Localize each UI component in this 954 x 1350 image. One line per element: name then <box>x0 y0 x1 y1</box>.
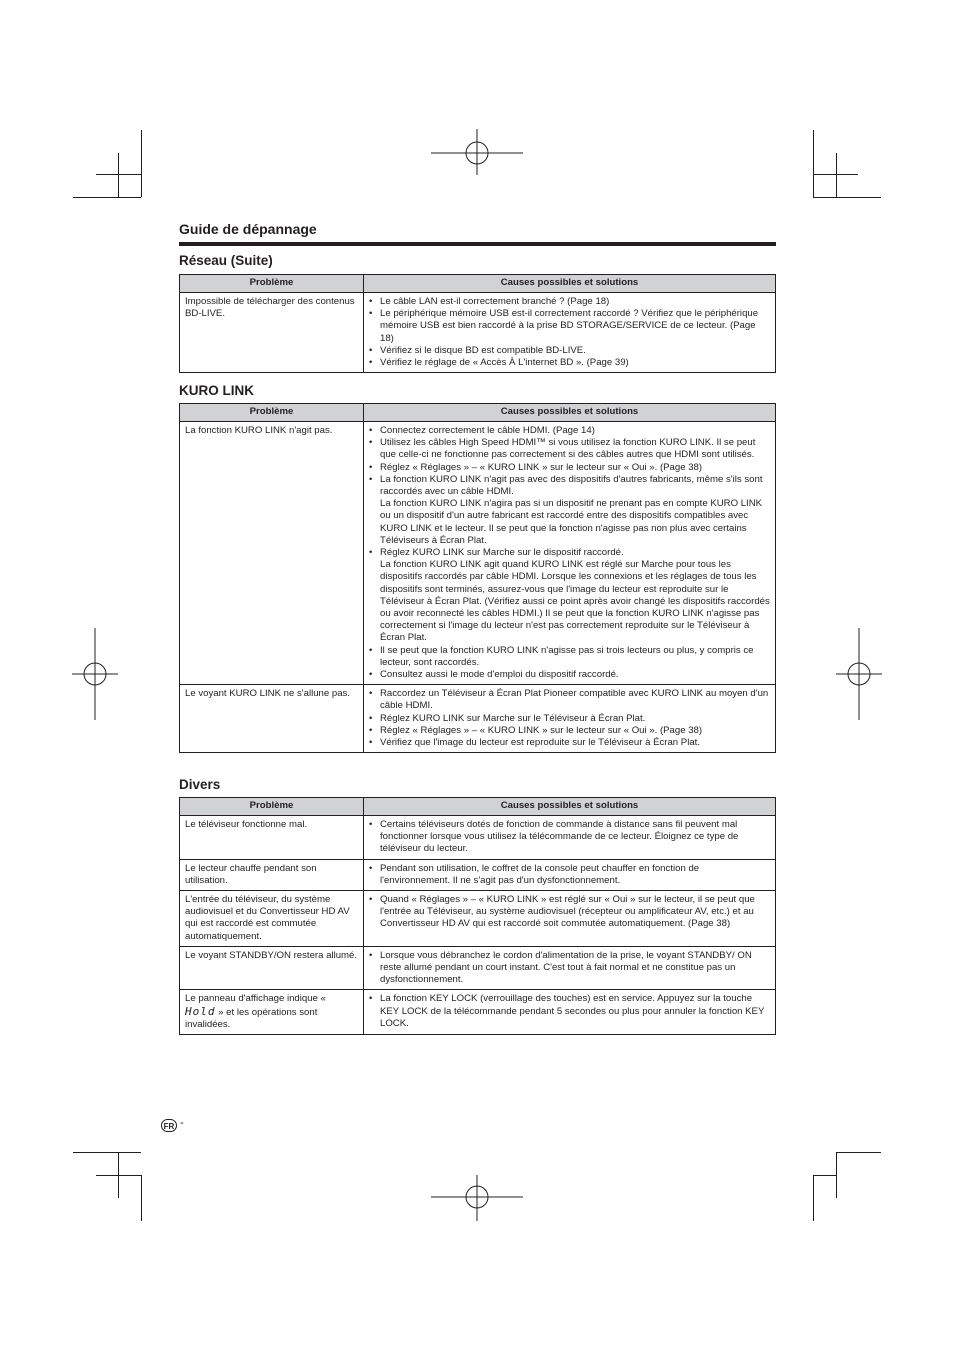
solutions-cell <box>364 422 776 685</box>
problem-cell: Le téléviseur fonctionne mal. <box>180 816 364 860</box>
column-header-causes: Causes possibles et solutions <box>364 798 776 816</box>
column-header-problem: Problème <box>180 798 364 816</box>
registration-mark-left <box>72 628 118 720</box>
list-item: • Certains téléviseurs dotés de fonction de commande à distance sans fil peuvent mal fonctionner lorsque vous utilisez la télécommande de ce lecteur. Éloignez ce type de téléviseur du lecteur. <box>369 819 770 856</box>
list-item: • Réglez « Réglages » – « KURO LINK » sur le lecteur sur « Oui ». (Page 38) <box>369 725 770 737</box>
table-row <box>180 946 776 990</box>
list-item: • Vérifiez le réglage de « Accès À L'internet BD ». (Page 39) <box>369 357 770 369</box>
list-item: • Utilisez les câbles High Speed HDMI™ si vous utilisez la fonction KURO LINK. Il se peut que celle-ci ne fonctionne pas correctement si des câbles autres que HDMI sont utilisés. <box>369 437 770 461</box>
registration-mark-top <box>431 129 523 175</box>
list-item: • Le câble LAN est-il correctement branché ? (Page 18) <box>369 296 770 308</box>
crop-mark <box>813 174 858 175</box>
list-item-text: La fonction KURO LINK n'agit pas avec des dispositifs d'autres fabricants, même s'ils sont raccordés avec un câble HDMI. <box>380 473 763 498</box>
registration-mark-bottom <box>431 1175 523 1221</box>
table-header-row <box>180 404 776 422</box>
troubleshooting-table-reseau <box>179 274 776 373</box>
crop-mark <box>813 130 814 197</box>
solutions-cell <box>364 685 776 753</box>
troubleshooting-table-kuro-link <box>179 403 776 753</box>
column-header-problem: Problème <box>180 404 364 422</box>
table-row <box>180 422 776 685</box>
list-item: • Pendant son utilisation, le coffret de la console peut chauffer en fonction de l'environnement. Il ne s'agit pas d'un dysfonctionnement. <box>369 863 770 887</box>
section-title-divers: Divers <box>179 777 221 792</box>
solutions-cell <box>364 816 776 860</box>
problem-cell: Le lecteur chauffe pendant son utilisation. <box>180 859 364 890</box>
list-item-text: Réglez KURO LINK sur Marche sur le dispositif raccordé. <box>380 547 624 559</box>
problem-cell <box>180 990 364 1035</box>
solutions-list <box>369 863 770 887</box>
solutions-list <box>369 894 770 931</box>
solutions-list <box>369 993 770 1030</box>
display-hold-indicator: Hold <box>185 1004 216 1018</box>
crop-mark <box>73 197 141 198</box>
table-row <box>180 685 776 753</box>
crop-mark <box>141 130 142 197</box>
solutions-cell <box>364 891 776 947</box>
list-item <box>369 474 770 547</box>
page-title: Guide de dépannage <box>179 221 317 237</box>
crop-mark <box>813 1175 814 1221</box>
problem-cell: La fonction KURO LINK n'agit pas. <box>180 422 364 685</box>
column-header-causes: Causes possibles et solutions <box>364 404 776 422</box>
solutions-list <box>369 296 770 369</box>
list-item: • La fonction KEY LOCK (verrouillage des touches) est en service. Appuyez sur la touche KEY LOCK de la télécommande pendant 5 secondes ou plus pour annuler la fonction KEY LOCK. <box>369 993 770 1030</box>
crop-mark <box>836 1152 837 1198</box>
crop-mark <box>73 1152 141 1153</box>
list-item: • Il se peut que la fonction KURO LINK n'agisse pas si trois lecteurs ou plus, y compris ce lecteur, sont raccordés. <box>369 645 770 669</box>
crop-mark <box>813 1175 836 1176</box>
solutions-list <box>369 688 770 749</box>
column-header-problem: Problème <box>180 275 364 293</box>
table-row <box>180 990 776 1035</box>
problem-cell: Impossible de télécharger des contenus BD-LIVE. <box>180 293 364 373</box>
solutions-cell <box>364 859 776 890</box>
solutions-cell <box>364 990 776 1035</box>
problem-cell: L'entrée du téléviseur, du système audiovisuel et du Convertisseur HD AV qui est raccordé est commutée automatiquement. <box>180 891 364 947</box>
list-item: • Quand « Réglages » – « KURO LINK » est réglé sur « Oui » sur le lecteur, il se peut que l'entrée au Téléviseur, au système audiovisuel (récepteur ou amplificateur AV, etc.) et au Convertisseur HD AV qui est raccordé soit commutée automatiquement. (Page 38) <box>369 894 770 931</box>
table-row <box>180 293 776 373</box>
list-item: • Réglez « Réglages » – « KURO LINK » sur le lecteur sur « Oui ». (Page 38) <box>369 462 770 474</box>
list-item <box>369 547 770 645</box>
solutions-cell <box>364 946 776 990</box>
solutions-cell <box>364 293 776 373</box>
crop-mark <box>118 153 119 197</box>
list-item: • Vérifiez si le disque BD est compatible BD-LIVE. <box>369 345 770 357</box>
solutions-list <box>369 819 770 856</box>
list-item: • Vérifiez que l'image du lecteur est reproduite sur le Téléviseur à Écran Plat. <box>369 737 770 749</box>
problem-cell: Le voyant KURO LINK ne s'allune pas. <box>180 685 364 753</box>
table-row <box>180 859 776 890</box>
list-item: • Le périphérique mémoire USB est-il correctement raccordé ? Vérifiez que le périphérique mémoire USB est bien raccordé à la prise BD STORAGE/SERVICE de ce lecteur. (Page 18) <box>369 308 770 345</box>
column-header-causes: Causes possibles et solutions <box>364 275 776 293</box>
section-title-kuro-link: KURO LINK <box>179 383 254 398</box>
crop-mark <box>96 174 141 175</box>
troubleshooting-table-divers <box>179 797 776 1035</box>
list-item: • Raccordez un Téléviseur à Écran Plat Pioneer compatible avec KURO LINK au moyen d'un câble HDMI. <box>369 688 770 712</box>
list-item: • Réglez KURO LINK sur Marche sur le Téléviseur à Écran Plat. <box>369 713 770 725</box>
list-item: • Connectez correctement le câble HDMI. (Page 14) <box>369 425 770 437</box>
list-item: • Lorsque vous débranchez le cordon d'alimentation de la prise, le voyant STANDBY/ ON reste allumé pendant un court instant. C'est tout à fait normal et ne constitue pas un dysfonctionnement. <box>369 950 770 987</box>
list-item: • Consultez aussi le mode d'emploi du dispositif raccordé. <box>369 669 770 681</box>
problem-text: » et les opérations sont invalidées. <box>185 1006 318 1030</box>
language-badge: FR <box>161 1119 177 1132</box>
solutions-list <box>369 950 770 987</box>
section-title-reseau: Réseau (Suite) <box>179 253 273 268</box>
list-item-note: La fonction KURO LINK agit quand KURO LINK est réglé sur Marche pour tous les dispositifs raccordés par câble HDMI. Lorsque les connexions et les réglages de tous les dispositifs sont terminés, assurez-vous que l'image du lecteur est reproduite sur le Téléviseur à Écran Plat. (Vérifiez aussi ce point après avoir changé les dispositifs raccordés ou avoir reconnecté les câbles HDMI.) Il se peut que la fonction KURO LINK n'agisse pas correctement si l'image du lecteur n'est pas correctement reproduite sur le Téléviseur à Écran Plat. <box>380 559 770 644</box>
problem-text: Le panneau d'affichage indique « <box>185 993 326 1005</box>
solutions-list <box>369 425 770 681</box>
crop-mark <box>836 1152 881 1153</box>
list-item-note: La fonction KURO LINK n'agira pas si un dispositif ne prenant pas en compte KURO LINK ou un dispositif d'un autre fabricant est raccordé entre des dispositifs compatibles avec KURO LINK et le lecteur. Il se peut que la fonction n'agisse pas non plus avec certains Téléviseurs à Écran Plat. <box>380 498 763 546</box>
page-number-dash: - <box>180 1117 184 1129</box>
crop-mark <box>96 1175 141 1176</box>
table-row <box>180 891 776 947</box>
crop-mark <box>813 197 881 198</box>
crop-mark <box>141 1175 142 1221</box>
crop-mark <box>836 153 837 197</box>
table-header-row <box>180 275 776 293</box>
title-rule <box>179 242 776 246</box>
registration-mark-right <box>836 628 882 720</box>
table-row <box>180 816 776 860</box>
problem-cell: Le voyant STANDBY/ON restera allumé. <box>180 946 364 990</box>
table-header-row <box>180 798 776 816</box>
